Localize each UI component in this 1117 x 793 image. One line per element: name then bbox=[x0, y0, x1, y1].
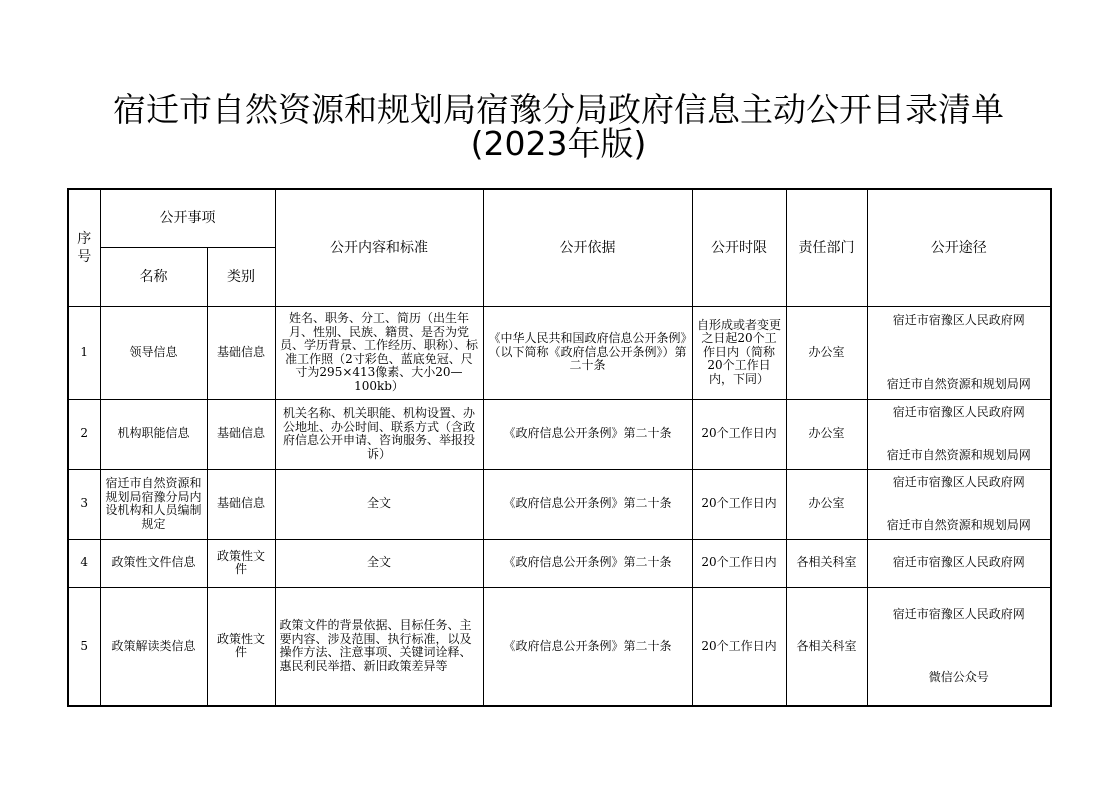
row-channels bbox=[867, 539, 1051, 587]
channel-link[interactable]: 宿迁市自然资源和规划局网 bbox=[886, 517, 1031, 532]
header-seq: 序号 bbox=[68, 189, 100, 306]
row-content: 政策文件的背景依据、目标任务、主要内容、涉及范围、执行标准，以及操作方法、注意事项、关键词诠释、惠民利民举措、新旧政策差异等 bbox=[275, 587, 483, 706]
header-time-limit: 公开时限 bbox=[692, 189, 786, 306]
channel-link[interactable]: 宿迁市宿豫区人民政府网 bbox=[892, 555, 1025, 570]
table-row bbox=[68, 587, 1051, 706]
row-channels bbox=[867, 469, 1051, 539]
channel-link[interactable]: 宿迁市宿豫区人民政府网 bbox=[892, 607, 1025, 622]
row-name: 政策解读类信息 bbox=[100, 587, 207, 706]
row-time-limit: 自形成或者变更之日起20个工作日内（简称20个工作日内，下同） bbox=[692, 306, 786, 399]
row-department: 办公室 bbox=[786, 399, 867, 469]
header-department: 责任部门 bbox=[786, 189, 867, 306]
channel-link[interactable]: 微信公众号 bbox=[928, 669, 989, 684]
disclosure-table bbox=[67, 188, 1052, 707]
row-department: 办公室 bbox=[786, 469, 867, 539]
page-subtitle: (2023年版) bbox=[470, 124, 647, 163]
table-row bbox=[68, 469, 1051, 539]
row-basis: 《政府信息公开条例》第二十条 bbox=[483, 539, 692, 587]
row-category: 政策性文件 bbox=[207, 539, 275, 587]
row-name: 机构职能信息 bbox=[100, 399, 207, 469]
row-content: 机关名称、机关职能、机构设置、办公地址、办公时间、联系方式（含政府信息公开申请、咨询服务、举报投诉） bbox=[275, 399, 483, 469]
page-title: 宿迁市自然资源和规划局宿豫分局政府信息主动公开目录清单 bbox=[113, 90, 1004, 129]
row-name: 政策性文件信息 bbox=[100, 539, 207, 587]
row-seq: 3 bbox=[68, 469, 100, 539]
row-category: 基础信息 bbox=[207, 399, 275, 469]
row-seq: 5 bbox=[68, 587, 100, 706]
row-basis: 《政府信息公开条例》第二十条 bbox=[483, 399, 692, 469]
table-row bbox=[68, 306, 1051, 399]
header-item-group: 公开事项 bbox=[100, 189, 275, 247]
row-category: 政策性文件 bbox=[207, 587, 275, 706]
header-row-1 bbox=[68, 189, 1051, 247]
row-category: 基础信息 bbox=[207, 306, 275, 399]
row-time-limit: 20个工作日内 bbox=[692, 587, 786, 706]
channel-link[interactable]: 宿迁市宿豫区人民政府网 bbox=[892, 312, 1025, 327]
header-content: 公开内容和标准 bbox=[275, 189, 483, 306]
row-basis: 《政府信息公开条例》第二十条 bbox=[483, 469, 692, 539]
row-seq: 2 bbox=[68, 399, 100, 469]
row-department: 各相关科室 bbox=[786, 539, 867, 587]
table-row bbox=[68, 399, 1051, 469]
table-row bbox=[68, 539, 1051, 587]
header-name: 名称 bbox=[100, 247, 207, 306]
row-content: 全文 bbox=[275, 539, 483, 587]
header-category: 类别 bbox=[207, 247, 275, 306]
row-content: 全文 bbox=[275, 469, 483, 539]
row-basis: 《中华人民共和国政府信息公开条例》（以下简称《政府信息公开条例》）第二十条 bbox=[483, 306, 692, 399]
channel-link[interactable]: 宿迁市自然资源和规划局网 bbox=[886, 447, 1031, 462]
row-channels bbox=[867, 306, 1051, 399]
row-name: 宿迁市自然资源和规划局宿豫分局内设机构和人员编制规定 bbox=[100, 469, 207, 539]
row-department: 办公室 bbox=[786, 306, 867, 399]
row-time-limit: 20个工作日内 bbox=[692, 399, 786, 469]
row-department: 各相关科室 bbox=[786, 587, 867, 706]
channel-link[interactable]: 宿迁市宿豫区人民政府网 bbox=[892, 475, 1025, 489]
row-name: 领导信息 bbox=[100, 306, 207, 399]
row-time-limit: 20个工作日内 bbox=[692, 539, 786, 587]
row-basis: 《政府信息公开条例》第二十条 bbox=[483, 587, 692, 706]
row-seq: 1 bbox=[68, 306, 100, 399]
row-category: 基础信息 bbox=[207, 469, 275, 539]
row-time-limit: 20个工作日内 bbox=[692, 469, 786, 539]
channel-link[interactable]: 宿迁市自然资源和规划局网 bbox=[886, 377, 1031, 391]
channel-link[interactable]: 宿迁市宿豫区人民政府网 bbox=[892, 405, 1025, 419]
row-channels bbox=[867, 399, 1051, 469]
header-channel: 公开途径 bbox=[867, 189, 1051, 306]
row-content: 姓名、职务、分工、简历（出生年月、性别、民族、籍贯、是否为党员、学历背景、工作经历、职称）、标准工作照（2寸彩色、蓝底免冠、尺寸为295×413像素、大小20—100kb） bbox=[275, 306, 483, 399]
row-seq: 4 bbox=[68, 539, 100, 587]
row-channels bbox=[867, 587, 1051, 706]
header-basis: 公开依据 bbox=[483, 189, 692, 306]
